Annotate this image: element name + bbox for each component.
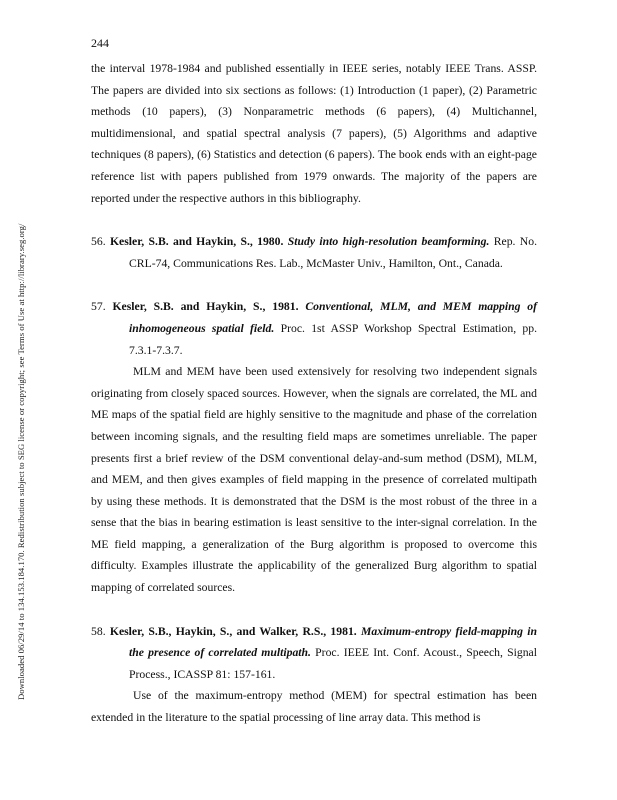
page-body — [91, 58, 537, 729]
entry-58-abstract: Use of the maximum-entropy method (MEM) for spectral estimation has been extended in the literature to the spatial processing of line array data. This method is — [91, 689, 537, 725]
intro-paragraph: the interval 1978-1984 and published essentially in IEEE series, notably IEEE Trans. ASSP. The papers are divided into six sections as follows: (1) Introduction (1 paper), (2) Parametric methods (10 papers), (3) Nonparametric methods (6 papers), (4) Multichannel, multidimensional, and spatial spectral analysis (7 papers), (5) Algorithms and adaptive techniques (8 papers), (6) Statistics and detection (6 papers). The book ends with an eight-page reference list with papers published from 1979 onwards. The majority of the papers are reported under the respective authors in this bibliography. — [91, 62, 537, 205]
bibliography-entry-57 — [91, 296, 537, 361]
entry-title: Maximum-entropy field-mapping in the presence of correlated multipath. — [129, 624, 538, 660]
download-watermark-text: Downloaded 06/29/14 to 134.153.184.170. Redistribution subject to SEG license or copyright; see Terms of Use at http://library.seg.org/ — [16, 223, 26, 700]
entry-source: Proc. 1st ASSP Workshop Spectral Estimation, pp. 7.3.1-7.3.7. — [129, 321, 537, 357]
entry-source: Rep. No. CRL-74, Communications Res. Lab., McMaster Univ., Hamilton, Ont., Canada. — [129, 235, 537, 270]
entry-authors: Kesler, S.B., Haykin, S., and Walker, R.S., 1981. — [109, 624, 357, 638]
entry-title: Conventional, MLM, and MEM mapping of inhomogeneous spatial field. — [129, 300, 538, 335]
bibliography-entry-58 — [91, 621, 537, 686]
entry-number: 56. — [91, 235, 106, 249]
bibliography-entry-56 — [91, 231, 537, 274]
entry-authors: Kesler, S.B. and Haykin, S., 1981. — [112, 300, 299, 314]
entry-57-abstract: MLM and MEM have been used extensively for resolving two independent signals originating from closely spaced sources. However, when the signals are correlated, the ML and ME maps of the spatial field are highly sensitive to the magnitude and phase of the correlation between incoming signals, and the resulting field maps are sometimes unreliable. The paper presents first a brief review of the DSM conventional delay-and-sum method (DSM), MLM, and MEM, and then gives examples of field mapping in the presence of correlated multipath by using these methods. It is demonstrated that the DSM is the most robust of the three in a sense that the bias in bearing estimation is least sensitive to the inter-signal correlation. In the ME field mapping, a generalization of the Burg algorithm is proposed to overcome this difficulty. Examples illustrate the applicability of the generalized Burg algorithm to spatial mapping of correlated sources. — [91, 365, 537, 595]
page-number: 244 — [91, 36, 109, 50]
entry-number: 58. — [91, 624, 106, 638]
entry-authors: Kesler, S.B. and Haykin, S., 1980. — [109, 235, 284, 249]
entry-number: 57. — [91, 300, 106, 314]
entry-source: Proc. IEEE Int. Conf. Acoust., Speech, Signal Process., ICASSP 81: 157-161. — [129, 646, 537, 681]
download-watermark — [4, 120, 26, 700]
entry-title: Study into high-resolution beamforming. — [287, 235, 490, 249]
